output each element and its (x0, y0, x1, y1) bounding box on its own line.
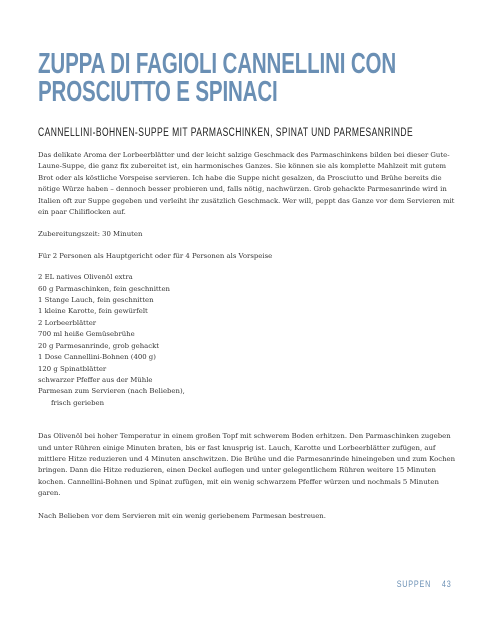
ingredient-item: 2 Lorbeerblätter (38, 318, 97, 327)
recipe-title-line-1: ZUPPA DI FAGIOLI CANNELLINI CON (38, 48, 397, 80)
ingredient-list (38, 272, 458, 409)
serving-note: Nach Belieben vor dem Servieren mit ein wenig geriebenem Parmesan bestreuen. (38, 511, 326, 520)
recipe-body (38, 150, 458, 522)
ingredient-item: 2 EL natives Olivenöl extra (38, 273, 133, 282)
prep-time: Zubereitungszeit: 30 Minuten (38, 230, 143, 239)
ingredient-item: 1 Dose Cannellini-Bohnen (400 g) (38, 353, 156, 362)
section-name: SUPPEN (397, 579, 432, 589)
recipe-subtitle: CANNELLINI-BOHNEN-SUPPE MIT PARMASCHINKEN, SPINAT UND PARMESANRINDE (38, 127, 414, 139)
ingredient-item: Parmesan zum Servieren (nach Belieben), (38, 387, 185, 396)
method-paragraph: Das Olivenöl bei hoher Temperatur in einem großen Topf mit schwerem Boden erhitzen. Den Parmaschinken zugeben und unter Rühren einige Minuten braten, bis er fast knusprig ist. Lauch, Karotte und Lorbeerblätter zufügen, auf mittlere Hitze reduzieren und 4 Minuten anschwitzen. Die Brühe und die Parmesanrinde hineingeben und zum Kochen bringen. Dann die Hitze reduzieren, einen Deckel auflegen und unter gelegentlichem Rühren weitere 15 Minuten kochen. Cannellini-Bohnen und Spinat zufügen, mit ein wenig schwarzem Pfeffer würzen und nochmals 5 Minuten garen. (38, 432, 456, 498)
ingredient-item-continuation: frisch gerieben (51, 398, 105, 407)
ingredient-item: 20 g Parmesanrinde, grob gehackt (38, 341, 160, 350)
intro-paragraph: Das delikate Aroma der Lorbeerblätter und der leicht salzige Geschmack des Parmaschinkens bilden bei dieser Gute-Laune-Suppe, die ganz fix zubereitet ist, ein harmonisches Ganzes. Sie können sie als komplette Mahlzeit mit gutem Brot oder als köstliche Vorspeise servieren. Ich habe die Suppe nicht gesalzen, da Prosciutto und Brühe bereits die nötige Würze haben – dennoch besser probieren und, falls nötig, nachwürzen. Grob gehackte Parmesanrinde wird in Italien oft zur Suppe gegeben und verleiht ihr zusätzlich Geschmack. Wer will, peppt das Ganze vor dem Servieren mit ein paar Chiliflocken auf. (38, 151, 455, 217)
page-footer (397, 579, 452, 589)
recipe-title-line-2: PROSCIUTTO E SPINACI (38, 76, 278, 108)
ingredient-item: 1 kleine Karotte, fein gewürfelt (38, 307, 148, 316)
ingredient-item: 60 g Parmaschinken, fein geschnitten (38, 284, 170, 293)
page-number: 43 (442, 579, 452, 589)
ingredient-item: 120 g Spinatblätter (38, 364, 107, 373)
ingredient-item: schwarzer Pfeffer aus der Mühle (38, 375, 153, 384)
ingredient-item: 700 ml heiße Gemüsebrühe (38, 330, 135, 339)
ingredient-item: 1 Stange Lauch, fein geschnitten (38, 296, 154, 305)
recipe-title (38, 50, 448, 106)
servings: Für 2 Personen als Hauptgericht oder für 4 Personen als Vorspeise (38, 251, 273, 260)
